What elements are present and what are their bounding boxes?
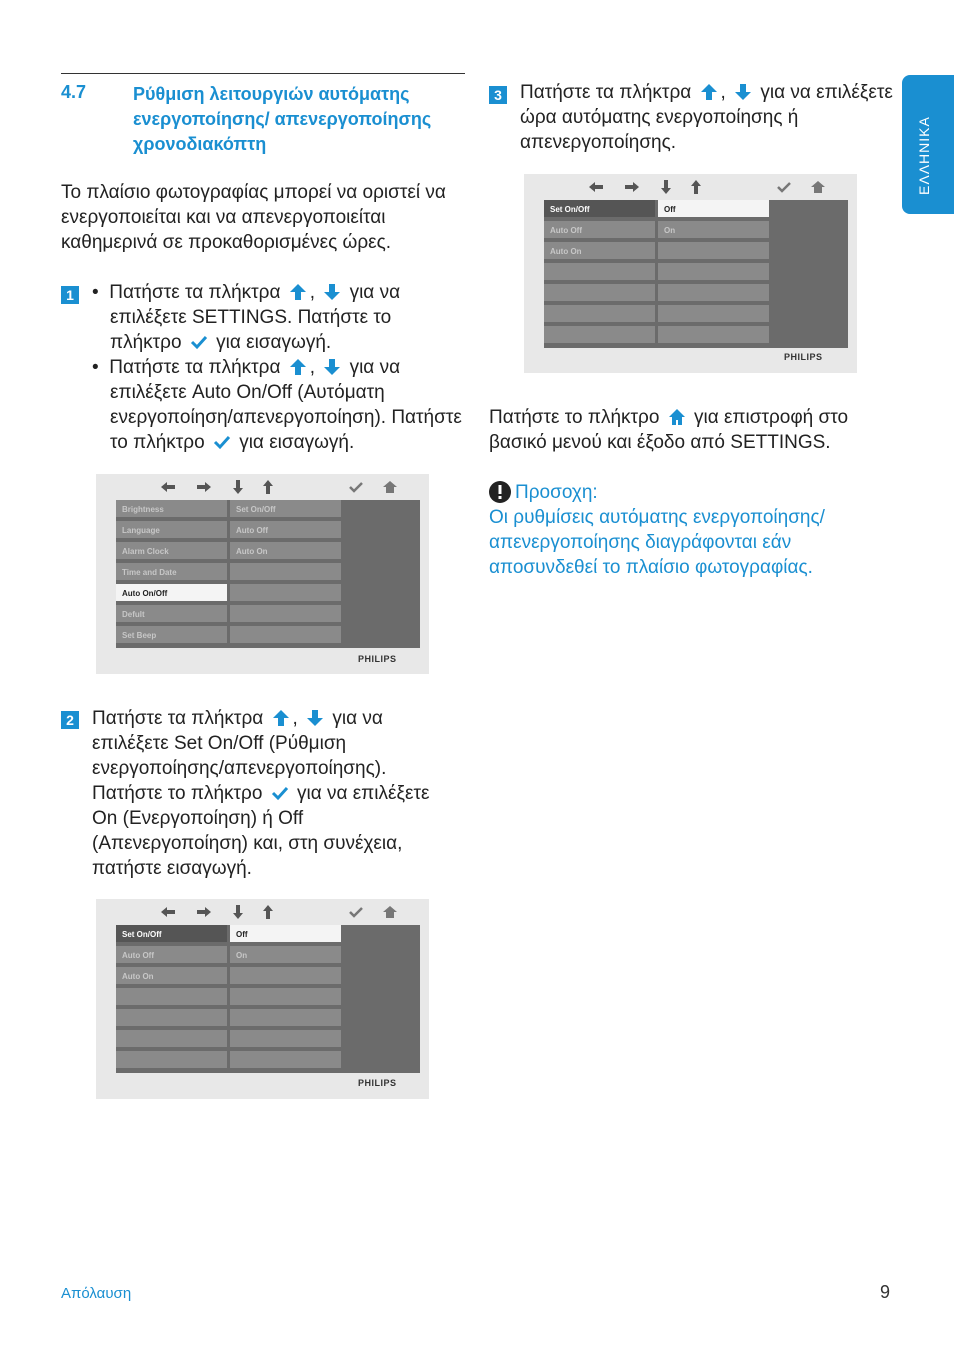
up-arrow-icon xyxy=(688,179,704,195)
step-2-text: Πατήστε τα πλήκτρα , για να επιλέξετε Set On/Off (Ρύθμιση ενεργοποίησης/απενεργοποίησης). Πατήστε το πλήκτρο για να επιλέξετε On (Ενεργοποίηση) ή Off (Απενεργοποίηση) και, στη συνέχεια, πατήστε εισαγωγή. xyxy=(92,708,430,879)
menu-item: Auto On xyxy=(116,967,227,986)
section-number: 4.7 xyxy=(61,82,87,102)
step-3-badge: 3 xyxy=(489,86,507,104)
screenshot-set-time xyxy=(524,174,857,373)
up-arrow-icon xyxy=(260,904,276,920)
menu-item: Auto On xyxy=(544,242,655,261)
screenshot-set-on-off xyxy=(96,899,429,1099)
down-arrow-icon xyxy=(658,179,674,195)
section-rule xyxy=(61,73,465,74)
philips-logo: PHILIPS xyxy=(358,1078,397,1088)
intro-paragraph: Το πλαίσιο φωτογραφίας μπορεί να οριστεί να ενεργοποιείται και να απενεργοποιείται καθημερινά σε προκαθορισμένες ώρες. xyxy=(61,182,446,253)
language-tab xyxy=(902,75,954,214)
menu-item-selected: Set On/Off xyxy=(116,925,227,944)
step-2-c: για να επιλέξετε On (Ενεργοποίηση) ή Off (Απενεργοποίηση) και, στη συνέχεια, πατήστε εισαγωγή. xyxy=(92,783,430,879)
step-1-text: • Πατήστε τα πλήκτρα , για να επιλέξετε SETTINGS. Πατήστε το πλήκτρο για εισαγωγή. • Πατήστε τα πλήκτρα , για να επιλέξετε Auto On/Off (Αυτόματη ενεργοποίηση/απενεργοποίηση). Πατήστε το πλήκτρο για εισαγωγή. xyxy=(92,282,462,453)
submenu-item-selected: Off xyxy=(658,200,769,219)
check-icon xyxy=(189,332,209,352)
submenu-item: On xyxy=(658,221,769,240)
step-1-b1-b: για να επιλέξετε SETTINGS. Πατήστε το πλήκτρο xyxy=(110,282,401,353)
submenu-item xyxy=(658,263,769,282)
menu-item xyxy=(544,263,655,282)
exclamation-icon xyxy=(489,481,511,503)
home-icon xyxy=(382,904,398,920)
submenu-item xyxy=(230,584,341,603)
submenu-item-selected: Off xyxy=(230,925,341,944)
submenu-item xyxy=(658,326,769,345)
section-title: Ρύθμιση λειτουργιών αυτόματης ενεργοποίησης/ απενεργοποίησης χρονοδιακόπτη xyxy=(133,84,432,154)
up-arrow-icon xyxy=(260,479,276,495)
submenu-item xyxy=(230,988,341,1007)
up-arrow-icon xyxy=(288,282,308,302)
menu-item: Time and Date xyxy=(116,563,227,582)
check-icon xyxy=(348,904,364,920)
left-arrow-icon xyxy=(588,179,604,195)
menu-item: Language xyxy=(116,521,227,540)
home-icon xyxy=(382,479,398,495)
up-arrow-icon xyxy=(699,82,719,102)
philips-logo: PHILIPS xyxy=(358,654,397,664)
step-2-b: για να επιλέξετε Set On/Off (Ρύθμιση ενεργοποίησης/απενεργοποίησης). Πατήστε το πλήκτρο xyxy=(92,708,387,804)
right-arrow-icon xyxy=(196,904,212,920)
check-icon xyxy=(270,783,290,803)
warning-text: Οι ρυθμίσεις αυτόματης ενεργοποίησης/ απενεργοποίησης διαγράφονται εάν αποσυνδεθεί το πλαίσιο φωτογραφίας. xyxy=(489,507,825,578)
submenu-column xyxy=(658,200,769,348)
up-arrow-icon xyxy=(271,708,291,728)
menu-item: Brightness xyxy=(116,500,227,519)
step-2-badge: 2 xyxy=(61,711,79,729)
step-1-b2-b: για να επιλέξετε Auto On/Off (Αυτόματη ενεργοποίηση/απενεργοποίηση). Πατήστε το πλήκτρο xyxy=(110,357,462,453)
down-arrow-icon xyxy=(305,708,325,728)
check-icon xyxy=(212,432,232,452)
submenu-item: On xyxy=(230,946,341,965)
submenu-column xyxy=(230,925,341,1073)
submenu-item xyxy=(230,605,341,624)
home-icon xyxy=(810,179,826,195)
submenu-item xyxy=(230,1051,341,1070)
home-icon xyxy=(667,407,687,427)
submenu-item xyxy=(230,1030,341,1049)
menu-item: Alarm Clock xyxy=(116,542,227,561)
submenu-item xyxy=(658,242,769,261)
submenu-item xyxy=(658,305,769,324)
menu-item-selected: Set On/Off xyxy=(544,200,655,219)
down-arrow-icon xyxy=(733,82,753,102)
left-arrow-icon xyxy=(160,479,176,495)
right-arrow-icon xyxy=(624,179,640,195)
screenshot-settings-menu xyxy=(96,474,429,674)
menu-item xyxy=(116,1051,227,1070)
menu-item xyxy=(116,1030,227,1049)
menu-column xyxy=(116,500,227,648)
menu-item xyxy=(544,284,655,303)
submenu-item xyxy=(230,626,341,645)
left-arrow-icon xyxy=(160,904,176,920)
down-arrow-icon xyxy=(230,479,246,495)
down-arrow-icon xyxy=(322,357,342,377)
page-number: 9 xyxy=(880,1282,891,1302)
menu-column xyxy=(544,200,655,348)
right-arrow-icon xyxy=(196,479,212,495)
check-icon xyxy=(776,179,792,195)
step-2-a: Πατήστε τα πλήκτρα xyxy=(92,708,264,729)
device-screen xyxy=(544,200,848,348)
home-instruction xyxy=(489,405,899,455)
menu-column xyxy=(116,925,227,1073)
menu-item: Auto Off xyxy=(116,946,227,965)
device-screen xyxy=(116,925,420,1073)
menu-item xyxy=(544,326,655,345)
step-1-b2-a: Πατήστε τα πλήκτρα xyxy=(109,357,281,378)
up-arrow-icon xyxy=(288,357,308,377)
step-1-b1-c: για εισαγωγή. xyxy=(216,332,332,353)
menu-item-selected: Auto On/Off xyxy=(116,584,227,603)
warning-title: Προσοχη: xyxy=(515,482,598,503)
submenu-item: Auto Off xyxy=(230,521,341,540)
check-icon xyxy=(348,479,364,495)
menu-item: Set Beep xyxy=(116,626,227,645)
submenu-item: Set On/Off xyxy=(230,500,341,519)
step-1-badge: 1 xyxy=(61,286,79,304)
footer-section: Απόλαυση xyxy=(61,1285,132,1302)
step-3-text: Πατήστε τα πλήκτρα , για να επιλέξετε ώρα αυτόματης ενεργοποίησης ή απενεργοποίησης. xyxy=(520,82,893,153)
device-screen xyxy=(116,500,420,648)
submenu-item xyxy=(230,1009,341,1028)
step-3-a: Πατήστε τα πλήκτρα xyxy=(520,82,692,103)
submenu-item xyxy=(658,284,769,303)
home-text-a: Πατήστε το πλήκτρο xyxy=(489,407,660,428)
submenu-item xyxy=(230,967,341,986)
step-1-b2-c: για εισαγωγή. xyxy=(239,432,355,453)
menu-item: Defult xyxy=(116,605,227,624)
down-arrow-icon xyxy=(322,282,342,302)
menu-item xyxy=(544,305,655,324)
submenu-item: Auto On xyxy=(230,542,341,561)
menu-item xyxy=(116,988,227,1007)
warning-block xyxy=(489,480,889,580)
home-text-b: για επιστροφή στο βασικό μενού και έξοδο από SETTINGS. xyxy=(489,407,849,453)
down-arrow-icon xyxy=(230,904,246,920)
menu-item xyxy=(116,1009,227,1028)
philips-logo: PHILIPS xyxy=(784,352,823,362)
step-3-b: για να επιλέξετε ώρα αυτόματης ενεργοποίησης ή απενεργοποίησης. xyxy=(520,82,893,153)
language-tab-label: ΕΛΛΗΝΙΚΑ xyxy=(916,116,932,195)
submenu-item xyxy=(230,563,341,582)
step-1-b1-a: Πατήστε τα πλήκτρα xyxy=(109,282,281,303)
menu-item: Auto Off xyxy=(544,221,655,240)
submenu-column xyxy=(230,500,341,648)
